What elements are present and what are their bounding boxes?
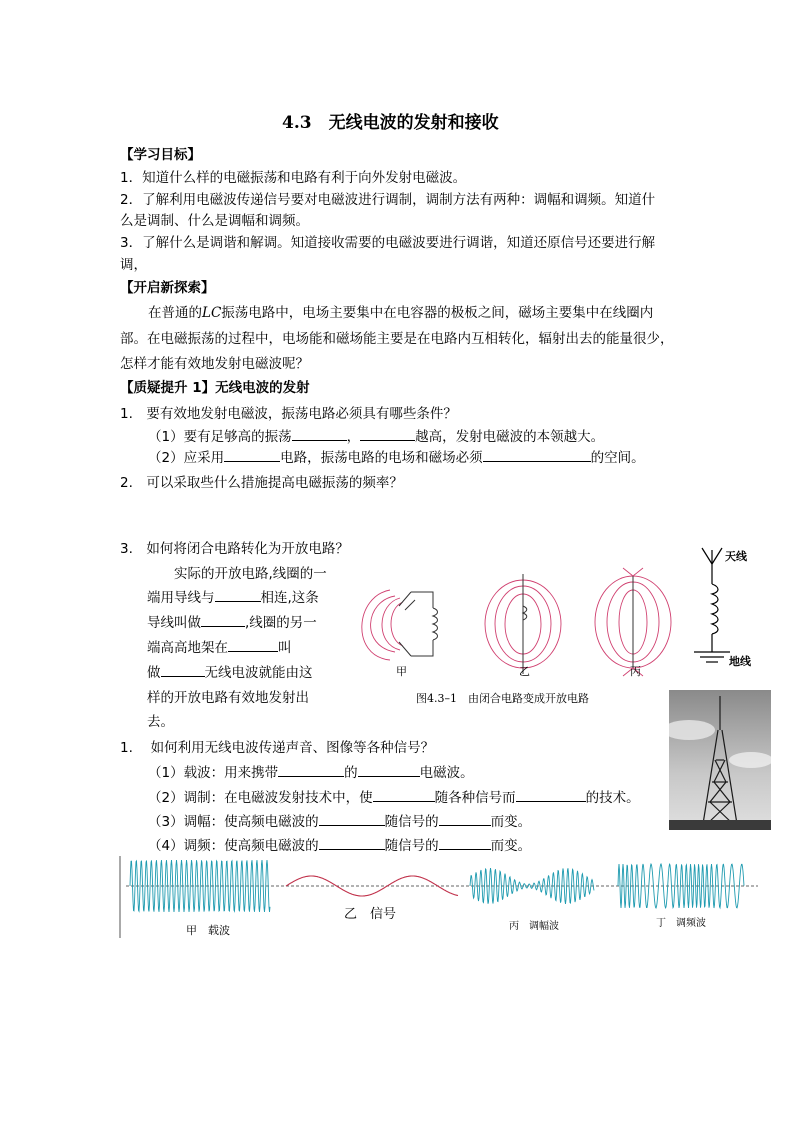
tower-photo (669, 690, 771, 830)
section1-heading: 【质疑提升 1】无线电波的发射 (120, 380, 310, 396)
q3-line-4: 端高高地架在 叫 (147, 640, 292, 656)
wave-label-am: 丙 调幅波 (509, 921, 559, 932)
explore-line-1: 在普通的LC振荡电路中，电场主要集中在电容器的极板之间，磁场主要集中在线圈内 (148, 305, 654, 321)
question-3: 3. 如何将闭合电路转化为开放电路？ (120, 541, 349, 557)
blank[interactable] (224, 448, 280, 462)
blank[interactable] (439, 812, 491, 826)
modulation-line: （2）调制：在电磁波发射技术中，使 随各种信号而 的技术。 (148, 790, 640, 806)
blank[interactable] (319, 836, 385, 850)
question-1: 1. 要有效地发射电磁波，振荡电路必须具有哪些条件？ (120, 406, 457, 422)
question-2: 2. 可以采取些什么措施提高电磁振荡的频率？ (120, 475, 403, 491)
blank[interactable] (439, 836, 491, 850)
goal-1: 1．知道什么样的电磁振荡和电路有利于向外发射电磁波。 (120, 170, 467, 186)
question-4: 1. 如何利用无线电波传递声音、图像等各种信号？ (120, 740, 435, 756)
blank[interactable] (373, 788, 435, 802)
fig-label-yi: 乙 (519, 665, 530, 678)
blank[interactable] (215, 588, 261, 602)
blank[interactable] (228, 638, 278, 652)
blank[interactable] (516, 788, 586, 802)
am-line: （3）调幅：使高频电磁波的 随信号的 而变。 (148, 814, 532, 830)
goal-3b: 调， (120, 257, 147, 273)
blank[interactable] (161, 663, 205, 677)
q3-line-1: 实际的开放电路,线圈的一 (174, 566, 327, 582)
goal-3a: 3．了解什么是调谐和解调。知道接收需要的电磁波要进行调谐，知道还原信号还要进行解 (120, 235, 656, 251)
explore-heading: 【开启新探索】 (120, 280, 215, 296)
q3-line-5: 做 无线电波就能由这 (147, 665, 313, 681)
question-1a: （1）要有足够高的振荡 ， 越高，发射电磁波的本领越大。 (148, 429, 605, 445)
wave-label-fm: 丁 调频波 (656, 918, 706, 929)
blank[interactable] (358, 763, 420, 777)
blank[interactable] (360, 427, 415, 441)
q3-line-3: 导线叫做 ,线圈的另一 (147, 615, 317, 631)
q3-line-2: 端用导线与 相连,这条 (147, 590, 319, 606)
q3-line-7: 去。 (147, 714, 174, 730)
wave-label-signal: 乙 信号 (344, 907, 397, 922)
blank[interactable] (483, 448, 591, 462)
goals-heading: 【学习目标】 (120, 147, 201, 163)
diagram-closed-circuit (362, 590, 403, 660)
fig-label-jia: 甲 (396, 665, 407, 678)
wave-label-carrier: 甲 载波 (186, 924, 230, 937)
fm-line: （4）调频：使高频电磁波的 随信号的 而变。 (148, 838, 532, 854)
page-title: 4.3 无线电波的发射和接收 (282, 113, 499, 133)
blank[interactable] (292, 427, 347, 441)
goal-2a: 2．了解利用电磁波传递信号要对电磁波进行调制，调制方法有两种：调幅和调频。知道什 (120, 192, 656, 208)
q3-line-6: 样的开放电路有效地发射出 (147, 690, 309, 706)
fig-label-bing: 丙 (630, 665, 641, 678)
antenna-label: 天线 (725, 550, 747, 563)
field-diagrams (355, 566, 675, 678)
ground-label: 地线 (729, 655, 751, 668)
carrier-line: （1）载波：用来携带 的 电磁波。 (148, 765, 474, 781)
goal-2b: 么是调制、什么是调幅和调频。 (120, 213, 309, 229)
blank[interactable] (278, 763, 344, 777)
explore-line-2: 部。在电磁振荡的过程中，电场能和磁场能主要是在电路内互相转化，辐射出去的能量很少， (120, 331, 674, 347)
question-1b: （2）应采用 电路，振荡电路的电场和磁场必须 的空间。 (148, 450, 645, 466)
blank[interactable] (319, 812, 385, 826)
figure-caption: 图4.3–1 由闭合电路变成开放电路 (416, 692, 589, 705)
blank[interactable] (201, 613, 245, 627)
explore-line-3: 怎样才能有效地发射电磁波呢？ (120, 356, 309, 372)
